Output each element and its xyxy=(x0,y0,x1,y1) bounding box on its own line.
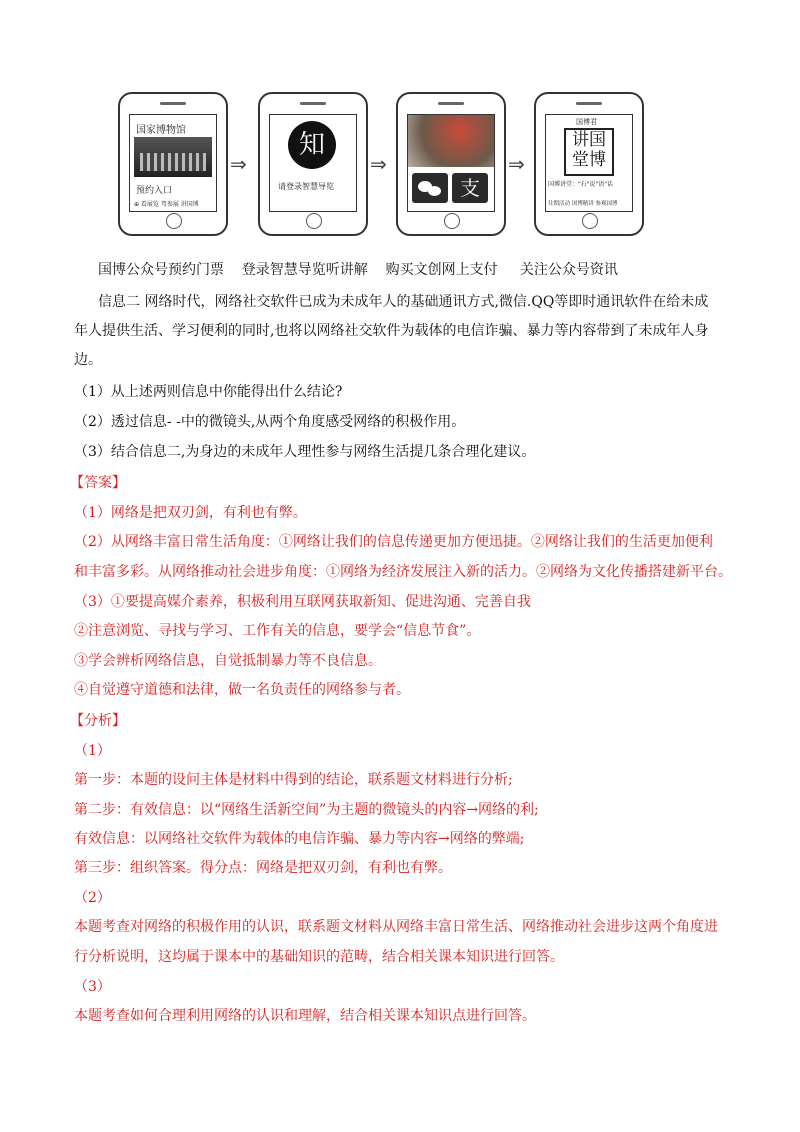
phone-booking xyxy=(118,92,228,236)
account-name: 国博君 xyxy=(576,118,597,126)
answer-line: ②注意浏览、寻找与学习、工作有关的信息，要学会“信息节食”。 xyxy=(74,623,481,639)
analysis-line: 第三步：组织答案。得分点：网络是把双刃剑，有利也有弊。 xyxy=(74,860,452,876)
answer-line: （3）①要提高媒介素养，积极利用互联网获取新知、促进沟通、完善自我 xyxy=(74,594,531,610)
analysis-line: 行分析说明，这均属于课本中的基础知识的范畴，结合相关课本知识进行回答。 xyxy=(74,949,564,965)
analysis-line: （3） xyxy=(74,979,111,995)
info2-line-2: 年人提供生活、学习便利的同时,也将以网络社交软件为载体的电信诈骗、暴力等内容带到了未成年人身 xyxy=(74,323,709,339)
analysis-line: 第二步：有效信息：以“网络生活新空间”为主题的微镜头的内容→网络的利; xyxy=(74,802,539,818)
answer-line: ④自觉遵守道德和法律，做一名负责任的网络参与者。 xyxy=(74,682,410,698)
arrow-icon: ⇒ xyxy=(508,152,525,176)
alipay-icon xyxy=(452,173,488,203)
lecture-logo xyxy=(564,128,614,176)
booking-footer: ⊕ 看展览 驾参展 讲国博 xyxy=(134,201,199,208)
lecture-logo-text: 讲国堂博 xyxy=(572,130,606,170)
alipay-glyph: 支 xyxy=(460,176,480,200)
booking-label: 预约入口 xyxy=(136,186,173,196)
phone-follow xyxy=(534,92,644,236)
arrow-icon: ⇒ xyxy=(370,152,387,176)
museum-title: 国家博物馆 xyxy=(136,125,186,136)
answer-line: 和丰富多彩。从网络推动社会进步角度：①网络为经济发展注入新的活力。②网络为文化传播搭建新平台。 xyxy=(74,564,732,580)
answer-heading: 【答案】 xyxy=(70,475,126,491)
answer-line: （1）网络是把双刃剑，有利也有弊。 xyxy=(74,505,307,521)
question-3: （3）结合信息二,为身边的未成年人理性参与网络生活提几条合理化建议。 xyxy=(74,444,536,460)
analysis-line: 本题考查如何合理利用网络的认识和理解，结合相关课本知识点进行回答。 xyxy=(74,1008,536,1024)
question-2: （2）透过信息- -中的微镜头,从两个角度感受网络的积极作用。 xyxy=(74,414,466,430)
question-1: （1）从上述两则信息中你能得出什么结论? xyxy=(74,384,343,400)
guide-label: 请登录智慧导览 xyxy=(278,182,334,191)
lecture-title: 国博讲堂："石"说"语"话 xyxy=(548,181,614,188)
zhi-logo xyxy=(288,121,336,169)
analysis-line: 第一步：本题的设问主体是材料中得到的结论，联系题文材料进行分析; xyxy=(74,772,513,788)
analysis-line: 本题考查对网络的积极作用的认识，联系题文材料从网络丰富日常生活、网络推动社会进步这两个角度进 xyxy=(74,919,718,935)
phone-shop xyxy=(396,92,506,236)
museum-photo xyxy=(134,137,212,177)
analysis-line: 有效信息：以网络社交软件为载体的电信诈骗、暴力等内容→网络的弊端; xyxy=(74,831,525,847)
arrow-icon: ⇒ xyxy=(230,152,247,176)
answer-line: （2）从网络丰富日常生活角度：①网络让我们的信息传递更加方便迅捷。②网络让我们的生活更加便利 xyxy=(74,534,713,550)
zhi-logo-text: 知 xyxy=(298,130,325,160)
analysis-line: （2） xyxy=(74,890,111,906)
info2-line-3: 边。 xyxy=(74,352,102,368)
answer-line: ③学会辨析网络信息，自觉抵制暴力等不良信息。 xyxy=(74,653,382,669)
phone-illustration-row xyxy=(98,92,658,242)
wechat-pay-icon xyxy=(412,173,448,203)
info2-line-1: 信息二 网络时代，网络社交软件已成为未成年人的基础通讯方式,微信.QQ等即时通讯软件在给未成 xyxy=(98,294,709,310)
fan-image xyxy=(408,115,494,167)
analysis-line: （1） xyxy=(74,743,111,759)
analysis-heading: 【分析】 xyxy=(70,713,126,729)
account-menu: 往期活动 国博精讲 参观国博 xyxy=(548,201,618,207)
phone-captions: 国博公众号预约门票 登录智慧导览听讲解 购买文创网上支付 关注公众号资讯 xyxy=(98,262,618,278)
phone-guide xyxy=(258,92,368,236)
